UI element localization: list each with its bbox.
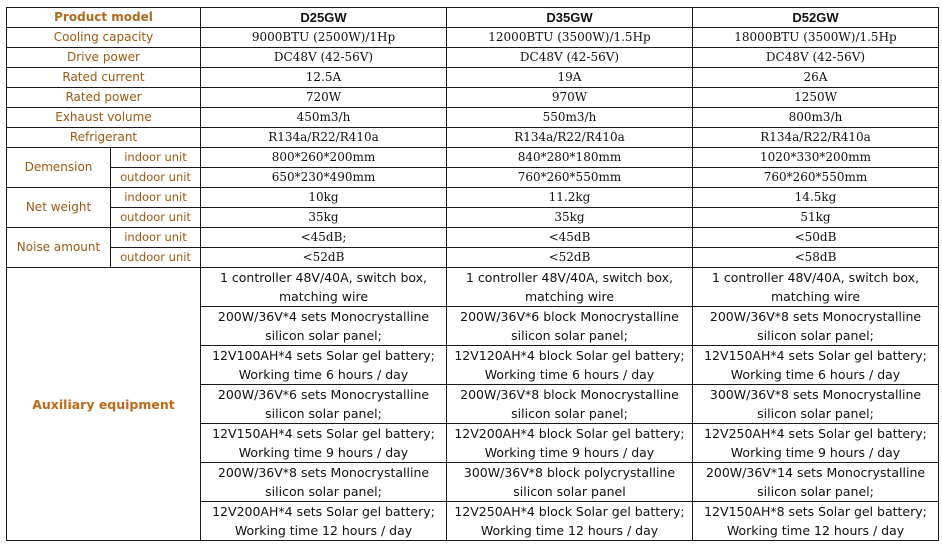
aux-cell [447,502,693,541]
aux-line: silicon solar panel; [265,328,382,343]
aux-line: silicon solar panel; [757,406,874,421]
cell: 760*260*550mm [447,168,693,188]
aux-cell [693,346,939,385]
group-label-net-weight: Net weight [7,188,111,228]
cell: 970W [447,88,693,108]
sub-label-indoor: indoor unit [111,148,201,168]
cell: 10kg [201,188,447,208]
auxiliary-label: Auxiliary equipment [7,268,201,541]
sub-label-outdoor: outdoor unit [111,248,201,268]
aux-row [7,268,939,307]
cell: 720W [201,88,447,108]
row-noise-indoor [7,228,939,248]
cell: 450m3/h [201,108,447,128]
aux-line: matching wire [524,289,615,304]
cell: DC48V (42-56V) [201,48,447,68]
aux-cell [693,502,939,541]
aux-line: 200W/36V*8 block Monocrystalline [460,387,679,402]
aux-line: silicon solar panel; [265,406,382,421]
row-label: Exhaust volume [7,108,201,128]
cell: DC48V (42-56V) [693,48,939,68]
cell: 26A [693,68,939,88]
cell: <50dB [693,228,939,248]
header-row [7,8,939,28]
aux-line: Working time 6 hours / day [238,367,409,382]
aux-cell [447,268,693,307]
cell: 12.5A [201,68,447,88]
aux-line: 12V150AH*8 sets Solar gel battery; [704,504,927,519]
row-rated-power [7,88,939,108]
aux-line: 300W/36V*8 block polycrystalline [463,465,676,480]
cell: R134a/R22/R410a [201,128,447,148]
aux-line: 200W/36V*6 sets Monocrystalline [217,387,430,402]
aux-cell [201,424,447,463]
cell: 550m3/h [447,108,693,128]
header-label: Product model [7,8,201,28]
aux-cell [693,307,939,346]
cell: 14.5kg [693,188,939,208]
row-exhaust-volume [7,108,939,128]
row-weight-outdoor [7,208,939,228]
aux-line: 12V250AH*4 block Solar gel battery; [454,504,685,519]
aux-line: 1 controller 48V/40A, switch box, [711,270,920,285]
cell: 1250W [693,88,939,108]
aux-line: Working time 6 hours / day [730,367,901,382]
aux-cell [447,385,693,424]
aux-cell [201,346,447,385]
aux-line: Working time 12 hours / day [480,523,659,538]
row-noise-outdoor [7,248,939,268]
aux-line: Working time 6 hours / day [484,367,655,382]
cell: 35kg [447,208,693,228]
model-d25gw: D25GW [201,8,447,28]
row-label: Cooling capacity [7,28,201,48]
aux-line: Working time 9 hours / day [484,445,655,460]
aux-line: Working time 9 hours / day [730,445,901,460]
row-cooling-capacity [7,28,939,48]
aux-cell [201,463,447,502]
cell: DC48V (42-56V) [447,48,693,68]
cell: 12000BTU (3500W)/1.5Hp [447,28,693,48]
row-rated-current [7,68,939,88]
row-refrigerant [7,128,939,148]
aux-line: silicon solar panel; [511,406,628,421]
aux-line: 1 controller 48V/40A, switch box, [219,270,428,285]
cell: <45dB; [201,228,447,248]
aux-line: 12V200AH*4 sets Solar gel battery; [212,504,435,519]
aux-line: 200W/36V*8 sets Monocrystalline [709,309,922,324]
row-dimension-outdoor [7,168,939,188]
cell: 51kg [693,208,939,228]
aux-cell [201,385,447,424]
aux-cell [693,463,939,502]
cell: <58dB [693,248,939,268]
aux-line: silicon solar panel [513,484,626,499]
aux-line: 200W/36V*14 sets Monocrystalline [705,465,926,480]
aux-line: 12V120AH*4 block Solar gel battery; [454,348,685,363]
aux-line: 12V150AH*4 sets Solar gel battery; [704,348,927,363]
row-weight-indoor [7,188,939,208]
aux-line: 12V250AH*4 sets Solar gel battery; [704,426,927,441]
cell: 19A [447,68,693,88]
aux-cell [201,307,447,346]
aux-line: silicon solar panel; [757,484,874,499]
aux-line: 300W/36V*8 sets Monocrystalline [709,387,922,402]
row-label: Rated current [7,68,201,88]
sub-label-indoor: indoor unit [111,188,201,208]
model-d52gw: D52GW [693,8,939,28]
aux-line: 1 controller 48V/40A, switch box, [465,270,674,285]
aux-cell [201,268,447,307]
cell: R134a/R22/R410a [693,128,939,148]
cell: 35kg [201,208,447,228]
cell: <45dB [447,228,693,248]
aux-line: matching wire [278,289,369,304]
model-d35gw: D35GW [447,8,693,28]
row-dimension-indoor [7,148,939,168]
aux-line: silicon solar panel; [757,328,874,343]
spec-table [6,7,939,541]
aux-cell [693,268,939,307]
cell: <52dB [447,248,693,268]
aux-line: 12V150AH*4 sets Solar gel battery; [212,426,435,441]
aux-line: matching wire [770,289,861,304]
aux-line: 12V100AH*4 sets Solar gel battery; [212,348,435,363]
aux-cell [447,346,693,385]
aux-cell [447,463,693,502]
cell: 9000BTU (2500W)/1Hp [201,28,447,48]
cell: 760*260*550mm [693,168,939,188]
aux-line: Working time 12 hours / day [726,523,905,538]
aux-cell [447,307,693,346]
aux-cell [201,502,447,541]
aux-line: silicon solar panel; [511,328,628,343]
aux-line: Working time 9 hours / day [238,445,409,460]
row-drive-power [7,48,939,68]
row-label: Refrigerant [7,128,201,148]
aux-line: 200W/36V*6 block Monocrystalline [460,309,679,324]
aux-cell [693,424,939,463]
cell: 800*260*200mm [201,148,447,168]
sub-label-outdoor: outdoor unit [111,168,201,188]
row-label: Rated power [7,88,201,108]
aux-line: 200W/36V*8 sets Monocrystalline [217,465,430,480]
aux-line: 200W/36V*4 sets Monocrystalline [217,309,430,324]
aux-line: Working time 12 hours / day [234,523,413,538]
cell: 840*280*180mm [447,148,693,168]
aux-line: 12V200AH*4 block Solar gel battery; [454,426,685,441]
cell: R134a/R22/R410a [447,128,693,148]
cell: 650*230*490mm [201,168,447,188]
aux-cell [693,385,939,424]
group-label-noise: Noise amount [7,228,111,268]
cell: 11.2kg [447,188,693,208]
row-label: Drive power [7,48,201,68]
sub-label-indoor: indoor unit [111,228,201,248]
cell: <52dB [201,248,447,268]
group-label-dimension: Demension [7,148,111,188]
cell: 800m3/h [693,108,939,128]
aux-line: silicon solar panel; [265,484,382,499]
cell: 1020*330*200mm [693,148,939,168]
cell: 18000BTU (3500W)/1.5Hp [693,28,939,48]
sub-label-outdoor: outdoor unit [111,208,201,228]
aux-cell [447,424,693,463]
